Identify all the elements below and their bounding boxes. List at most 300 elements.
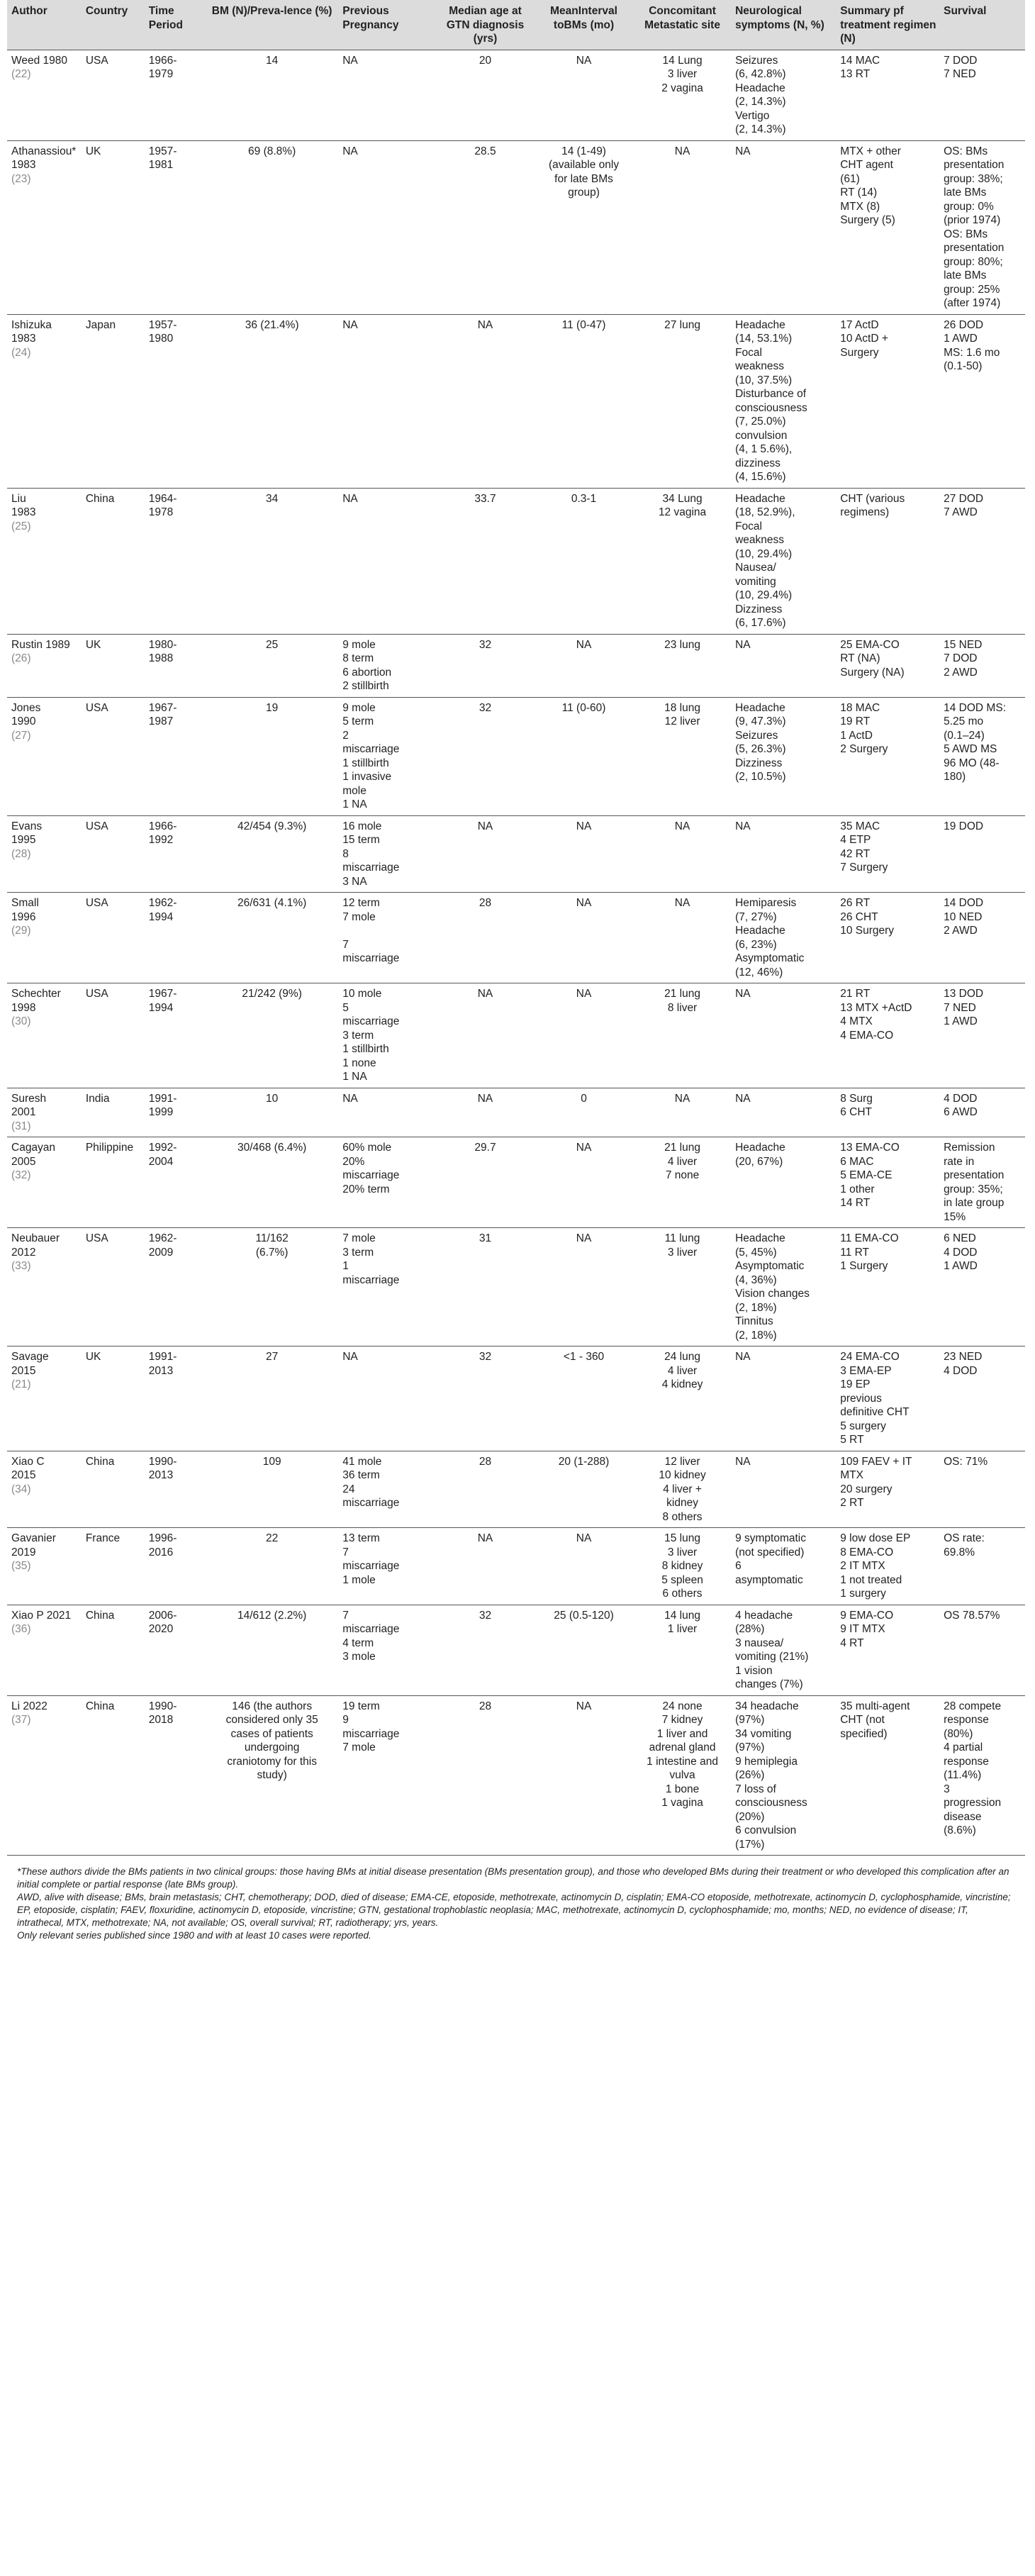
cell-line: 30/468 (6.4%) — [237, 1142, 307, 1154]
cell-line: 21 lung — [664, 988, 700, 1000]
cell-median-age — [435, 893, 534, 983]
cell-bm-prevalence — [204, 697, 338, 815]
cell-line: NA — [735, 1455, 751, 1468]
cell-line: India — [85, 1092, 110, 1105]
cell-line: vomiting — [735, 575, 776, 588]
cell-line: 19 — [266, 701, 279, 714]
cell-line: NA — [735, 820, 751, 832]
cell-line: 35 multi-agent — [840, 1700, 910, 1712]
cell-line: Headache — [735, 1142, 785, 1154]
cell-survival — [939, 1528, 1025, 1605]
cell-line: 0.3-1 — [571, 492, 597, 505]
cell-neurological-symptoms — [731, 50, 836, 140]
cell-line: (61) — [840, 172, 860, 185]
cell-line: (6, 23%) — [735, 938, 777, 951]
cell-line: miscarriage — [342, 862, 400, 874]
cell-metastatic-site — [632, 50, 731, 140]
cell-line: 8 — [342, 847, 349, 860]
reference-link[interactable]: (22) — [11, 68, 31, 80]
cell-line: (20%) — [735, 1810, 765, 1823]
cell-time-period — [145, 1605, 204, 1695]
cell-line: 109 FAEV + IT — [840, 1455, 912, 1468]
cell-survival — [939, 1137, 1025, 1228]
cell-mean-interval — [534, 314, 632, 488]
cell-previous-pregnancy — [338, 1346, 435, 1451]
cell-line: group: 0% — [944, 200, 994, 213]
cell-author — [7, 140, 82, 314]
cell-line: miscarriage — [342, 1497, 400, 1509]
cell-line: 14 lung — [664, 1609, 700, 1622]
cell-bm-prevalence — [204, 1088, 338, 1137]
cell-line: 7 Surgery — [840, 862, 888, 874]
table-row — [7, 314, 1025, 488]
table-row — [7, 893, 1025, 983]
cell-median-age — [435, 1695, 534, 1856]
cell-line: Seizures — [735, 54, 778, 67]
cell-time-period — [145, 488, 204, 634]
cell-line: 8 liver — [667, 1001, 698, 1014]
reference-link[interactable]: (27) — [11, 729, 31, 742]
cell-line: NA — [576, 1532, 592, 1544]
table-body — [7, 50, 1025, 1856]
cell-mean-interval — [534, 983, 632, 1088]
cell-line: 1 not treated — [840, 1573, 902, 1586]
cell-line: (5, 26.3%) — [735, 743, 786, 755]
cell-author — [7, 634, 82, 697]
cell-line: 26/631 (4.1%) — [237, 897, 307, 909]
cell-line: 14 — [266, 54, 279, 67]
cell-line: 7 loss of — [735, 1783, 776, 1795]
cell-line: MTX (8) — [840, 200, 880, 213]
cell-neurological-symptoms — [731, 1088, 836, 1137]
cell-median-age — [435, 1605, 534, 1695]
cell-line: 3 — [944, 1783, 950, 1795]
cell-line: 17 ActD — [840, 318, 879, 331]
cell-metastatic-site — [632, 815, 731, 893]
cell-country — [82, 488, 145, 634]
cell-line: NA — [477, 318, 493, 331]
cell-line: (4, 15.6%) — [735, 471, 786, 483]
table-row — [7, 1605, 1025, 1695]
cell-author — [7, 314, 82, 488]
cell-line: Surgery (5) — [840, 214, 895, 226]
cell-neurological-symptoms — [731, 1346, 836, 1451]
cell-metastatic-site — [632, 314, 731, 488]
cell-line: (not specified) — [735, 1546, 805, 1559]
cell-median-age — [435, 1137, 534, 1228]
cell-time-period — [145, 1088, 204, 1137]
reference-link[interactable]: (25) — [11, 520, 31, 533]
cell-line: OS 78.57% — [944, 1609, 1000, 1622]
reference-link[interactable]: (31) — [11, 1120, 31, 1132]
cell-line: 9 mole — [342, 701, 376, 714]
cell-line: response — [944, 1714, 989, 1726]
cell-line: NA — [342, 1092, 358, 1105]
cell-line: 23 lung — [664, 638, 700, 651]
cell-neurological-symptoms — [731, 1228, 836, 1346]
cell-line: 32 — [479, 1609, 492, 1622]
cell-line: 10 Surgery — [840, 925, 895, 937]
reference-link[interactable]: (24) — [11, 346, 31, 359]
cell-line: Seizures — [735, 729, 778, 742]
cell-country — [82, 1228, 145, 1346]
cell-line: 24 lung — [664, 1351, 700, 1363]
cell-line: 1992 — [148, 834, 174, 846]
cell-line: Neubauer — [11, 1232, 60, 1244]
reference-link[interactable]: (21) — [11, 1378, 31, 1390]
table-row — [7, 1088, 1025, 1137]
cell-line: (after 1974) — [944, 297, 1001, 309]
cell-line: 14 DOD MS: — [944, 701, 1006, 714]
cell-line: 7 DOD — [944, 54, 978, 67]
cell-line: 24 EMA-CO — [840, 1351, 900, 1363]
cell-median-age — [435, 1451, 534, 1528]
cell-line: 29.7 — [474, 1142, 496, 1154]
cell-line: USA — [85, 897, 108, 909]
cell-mean-interval — [534, 1088, 632, 1137]
cell-country — [82, 1695, 145, 1856]
cell-line: 26 CHT — [840, 910, 878, 923]
cell-line: 1962- — [148, 1232, 177, 1244]
cell-line: Asymptomatic — [735, 1260, 805, 1272]
cell-previous-pregnancy — [338, 1451, 435, 1528]
reference-link[interactable]: (23) — [11, 172, 31, 185]
cell-line: group: 35%; — [944, 1183, 1003, 1195]
cell-line: 28 — [479, 897, 492, 909]
cell-time-period — [145, 1137, 204, 1228]
cell-line: 1 vagina — [661, 1797, 703, 1809]
cell-line: 2015 — [11, 1364, 36, 1377]
cell-metastatic-site — [632, 697, 731, 815]
cell-line: 1990 — [11, 715, 36, 727]
cell-line: Suresh — [11, 1092, 47, 1105]
cell-bm-prevalence — [204, 815, 338, 893]
cell-country — [82, 634, 145, 697]
cell-line: 4 headache — [735, 1609, 793, 1622]
cell-bm-prevalence — [204, 1695, 338, 1856]
cell-line: 4 liver — [667, 1364, 698, 1377]
cell-author — [7, 1346, 82, 1451]
cell-line: 11 RT — [840, 1246, 870, 1259]
table-row — [7, 1137, 1025, 1228]
cell-survival — [939, 50, 1025, 140]
cell-line: NA — [576, 54, 592, 67]
cell-line: 5 RT — [840, 1434, 864, 1446]
cell-line: 4 liver — [667, 1155, 698, 1168]
cell-treatment-regimen — [836, 140, 939, 314]
cell-line: 1988 — [148, 652, 174, 664]
cell-previous-pregnancy — [338, 815, 435, 893]
cell-line: NA — [674, 897, 690, 909]
cell-line: OS: 71% — [944, 1455, 988, 1468]
cell-survival — [939, 697, 1025, 815]
cell-bm-prevalence — [204, 1528, 338, 1605]
cell-line: 15% — [944, 1210, 966, 1223]
cell-treatment-regimen — [836, 893, 939, 983]
cell-time-period — [145, 815, 204, 893]
cell-line: 33.7 — [474, 492, 496, 505]
cell-line: 4 EMA-CO — [840, 1029, 894, 1042]
cell-mean-interval — [534, 634, 632, 697]
cell-line: 1980- — [148, 638, 177, 651]
cell-survival — [939, 815, 1025, 893]
reference-link[interactable]: (33) — [11, 1260, 31, 1272]
cell-survival — [939, 488, 1025, 634]
cell-line: 6 MAC — [840, 1155, 874, 1168]
cell-line: 5 AWD MS — [944, 743, 997, 755]
cell-line: USA — [85, 54, 108, 67]
cell-median-age — [435, 140, 534, 314]
cell-line: Philippine — [85, 1142, 134, 1154]
cell-metastatic-site — [632, 1605, 731, 1695]
cell-line: 2 AWD — [944, 925, 978, 937]
cell-line: 7 kidney — [661, 1714, 703, 1726]
cell-metastatic-site — [632, 1228, 731, 1346]
cell-line: RT (14) — [840, 186, 878, 199]
cell-line: 2019 — [11, 1546, 36, 1559]
cell-survival — [939, 1228, 1025, 1346]
cell-line: 8 Surg — [840, 1092, 873, 1105]
cell-line: MTX + other — [840, 145, 901, 157]
cell-line: 13 EMA-CO — [840, 1142, 900, 1154]
cell-mean-interval — [534, 893, 632, 983]
cell-time-period — [145, 50, 204, 140]
cell-line: (11.4%) — [944, 1769, 982, 1781]
cell-line: 24 none — [662, 1700, 703, 1712]
cell-survival — [939, 1346, 1025, 1451]
cell-line: 1 NA — [342, 798, 367, 810]
cell-country — [82, 140, 145, 314]
cell-author — [7, 1528, 82, 1605]
cell-mean-interval — [534, 50, 632, 140]
cell-line: 2 IT MTX — [840, 1560, 885, 1572]
cell-metastatic-site — [632, 1088, 731, 1137]
cell-mean-interval — [534, 140, 632, 314]
cell-line: 1 other — [840, 1183, 875, 1195]
cell-line: 21/242 (9%) — [242, 988, 302, 1000]
cell-line: miscarriage — [342, 1623, 400, 1635]
cell-line: 6 — [735, 1560, 742, 1572]
cell-country — [82, 983, 145, 1088]
cell-neurological-symptoms — [731, 140, 836, 314]
cell-line: Nausea/ — [735, 562, 776, 574]
cell-previous-pregnancy — [338, 140, 435, 314]
cell-line: 2 RT — [840, 1497, 864, 1509]
cell-median-age — [435, 1228, 534, 1346]
cell-line: Liu — [11, 492, 26, 505]
cell-line: miscarriage — [342, 952, 400, 964]
cell-line: 28.5 — [474, 145, 496, 157]
cell-line: 13 DOD — [944, 988, 984, 1000]
cell-line: 2 AWD — [944, 666, 978, 679]
cell-line: 14 DOD — [944, 897, 984, 909]
cell-line: NA — [477, 1532, 493, 1544]
cell-metastatic-site — [632, 1346, 731, 1451]
cell-line: 12 liver — [664, 1455, 700, 1468]
cell-previous-pregnancy — [338, 1137, 435, 1228]
cell-line: NA — [674, 145, 690, 157]
table-row — [7, 488, 1025, 634]
cell-line: NA — [576, 1142, 592, 1154]
cell-line: 1 bone — [665, 1783, 700, 1795]
cell-line: 1962- — [148, 897, 177, 909]
cell-line: <1 - 360 — [563, 1351, 605, 1363]
cell-previous-pregnancy — [338, 697, 435, 815]
cell-line: miscarriage — [342, 1273, 400, 1286]
cell-line: (0.1-50) — [944, 360, 983, 372]
cell-line: 1 NA — [342, 1071, 367, 1083]
cell-line: Headache — [735, 925, 785, 937]
cell-treatment-regimen — [836, 815, 939, 893]
cell-line: 34 headache — [735, 1700, 799, 1712]
cell-metastatic-site — [632, 893, 731, 983]
cell-line: 2006- — [148, 1609, 177, 1622]
cell-line: 7 mole — [342, 1741, 376, 1753]
cell-line: 3 liver — [667, 1546, 698, 1559]
cell-line: (7, 25.0%) — [735, 416, 786, 428]
cell-line: 1 vision — [735, 1664, 773, 1677]
cell-mean-interval — [534, 1228, 632, 1346]
cell-line: Athanassiou* — [11, 145, 77, 157]
cell-bm-prevalence — [204, 634, 338, 697]
reference-link[interactable]: (37) — [11, 1714, 31, 1726]
cell-mean-interval — [534, 1605, 632, 1695]
cell-line: 1991- — [148, 1351, 177, 1363]
cell-metastatic-site — [632, 1451, 731, 1528]
cell-line: 1990- — [148, 1700, 177, 1712]
table-header — [7, 0, 1025, 50]
cell-line: 1 — [342, 1260, 349, 1272]
reference-link[interactable]: (36) — [11, 1623, 31, 1635]
cell-mean-interval — [534, 697, 632, 815]
cell-country — [82, 1346, 145, 1451]
cell-line: 4 ETP — [840, 834, 871, 846]
cell-line: 13 MTX +ActD — [840, 1001, 912, 1014]
cell-line: NA — [576, 1700, 592, 1712]
cell-line: Headache — [735, 1232, 785, 1244]
cell-metastatic-site — [632, 983, 731, 1088]
reference-link[interactable]: (26) — [11, 652, 31, 664]
header-metastatic-site: Concomitant Metastatic site — [632, 0, 731, 50]
cell-line: Xiao P 2021 — [11, 1609, 72, 1622]
cell-line: NA — [477, 820, 493, 832]
cell-line: 4 DOD — [944, 1092, 978, 1105]
footnote: AWD, alive with disease; BMs, brain metastasis; CHT, chemotherapy; DOD, died of disease; EMA-CE, etoposide, methotrexate, actinomycin D, cisplatin; EMA-CO etoposide, methotrexate, actinomycin D, cyclophosphamide, vincristine; EP, etoposide, cisplatin; FAEV, floxuridine, actinomycin D, etoposide, vincristine; GTN, gestational trophoblastic neoplasia; MAC, methotrexate, actinomycin D, cyclophosphamide; mo, months; NED, no evidence of disease; IT, intrathecal, MTX, methotrexate; NA, not available; OS, overall survival; RT, radiotherapy; yrs, years. — [17, 1892, 1011, 1928]
cell-line: 15 lung — [664, 1532, 700, 1544]
cell-line: 69.8% — [944, 1546, 975, 1559]
reference-link[interactable]: (28) — [11, 847, 31, 860]
cell-line: (2, 18%) — [735, 1301, 777, 1314]
cell-mean-interval — [534, 488, 632, 634]
cell-line: 18 lung — [664, 701, 700, 714]
cell-line: 27 lung — [664, 318, 700, 331]
table-row — [7, 1228, 1025, 1346]
header-median-age: Median age at GTN diagnosis (yrs) — [435, 0, 534, 50]
cell-line: NA — [576, 820, 592, 832]
cell-country — [82, 1088, 145, 1137]
cell-line: 3 term — [342, 1029, 374, 1042]
cell-survival — [939, 1451, 1025, 1528]
reference-link[interactable]: (29) — [11, 925, 31, 937]
cell-line: 34 vomiting — [735, 1727, 792, 1740]
table-footnotes — [7, 1856, 1025, 1942]
cell-line: adrenal gland — [649, 1741, 716, 1753]
cell-line: Small — [11, 897, 39, 909]
reference-link[interactable]: (34) — [11, 1483, 31, 1495]
cell-line — [342, 924, 432, 938]
cell-line: 1983 — [11, 333, 36, 345]
cell-line: 1 liver and — [656, 1727, 708, 1740]
cell-line: 5 spleen — [661, 1573, 703, 1586]
cell-line: France — [85, 1532, 121, 1544]
cell-line: 5.25 mo — [944, 715, 984, 727]
cell-line: 20 — [479, 54, 492, 67]
cell-line: 3 liver — [667, 68, 698, 80]
cell-line: UK — [85, 1351, 101, 1363]
cell-line: consciousness — [735, 401, 807, 414]
cell-line: USA — [85, 820, 108, 832]
cell-line: Dizziness — [735, 603, 783, 615]
cell-line: NA — [735, 145, 751, 157]
cell-line: (17%) — [735, 1838, 765, 1851]
cell-line: 2020 — [148, 1623, 174, 1635]
cell-median-age — [435, 1088, 534, 1137]
cell-line: 4 MTX — [840, 1015, 873, 1027]
cell-treatment-regimen — [836, 1137, 939, 1228]
cell-line: undergoing — [244, 1741, 300, 1753]
reference-link[interactable]: (32) — [11, 1169, 31, 1181]
reference-link[interactable]: (35) — [11, 1560, 31, 1572]
cell-time-period — [145, 983, 204, 1088]
cell-treatment-regimen — [836, 697, 939, 815]
cell-line: 2 Surgery — [840, 743, 888, 755]
cell-line: Li 2022 — [11, 1700, 47, 1712]
cell-line: 11 lung — [664, 1232, 700, 1244]
cell-author — [7, 1451, 82, 1528]
cell-line: Disturbance of — [735, 388, 807, 400]
cell-line: consciousness — [735, 1797, 807, 1809]
cell-line: 7 NED — [944, 1001, 976, 1014]
cell-line: (12, 46%) — [735, 966, 783, 978]
cell-line: (0.1–24) — [944, 729, 985, 742]
cell-survival — [939, 983, 1025, 1088]
cell-line: 34 Lung — [662, 492, 703, 505]
cell-time-period — [145, 697, 204, 815]
cell-line: UK — [85, 638, 101, 651]
cell-time-period — [145, 634, 204, 697]
cell-median-age — [435, 1346, 534, 1451]
cell-line: 8 term — [342, 652, 374, 664]
header-neurological-symptoms: Neurological symptoms (N, %) — [731, 0, 836, 50]
cell-line: Vision changes — [735, 1288, 810, 1300]
cell-line: 41 mole — [342, 1455, 382, 1468]
cell-line: 1999 — [148, 1106, 174, 1118]
cell-line: NA — [477, 1092, 493, 1105]
cell-neurological-symptoms — [731, 1528, 836, 1605]
cell-treatment-regimen — [836, 488, 939, 634]
cell-line: NA — [576, 897, 592, 909]
cell-line: 5 — [342, 1001, 349, 1014]
header-previous-pregnancy: Previous Pregnancy — [338, 0, 435, 50]
cell-country — [82, 815, 145, 893]
cell-line: 7 AWD — [944, 506, 978, 518]
cell-line: 4 DOD — [944, 1364, 978, 1377]
cell-line: 21 RT — [840, 988, 871, 1000]
cell-bm-prevalence — [204, 314, 338, 488]
cell-line: China — [85, 1455, 115, 1468]
reference-link[interactable]: (30) — [11, 1015, 31, 1027]
cell-author — [7, 697, 82, 815]
